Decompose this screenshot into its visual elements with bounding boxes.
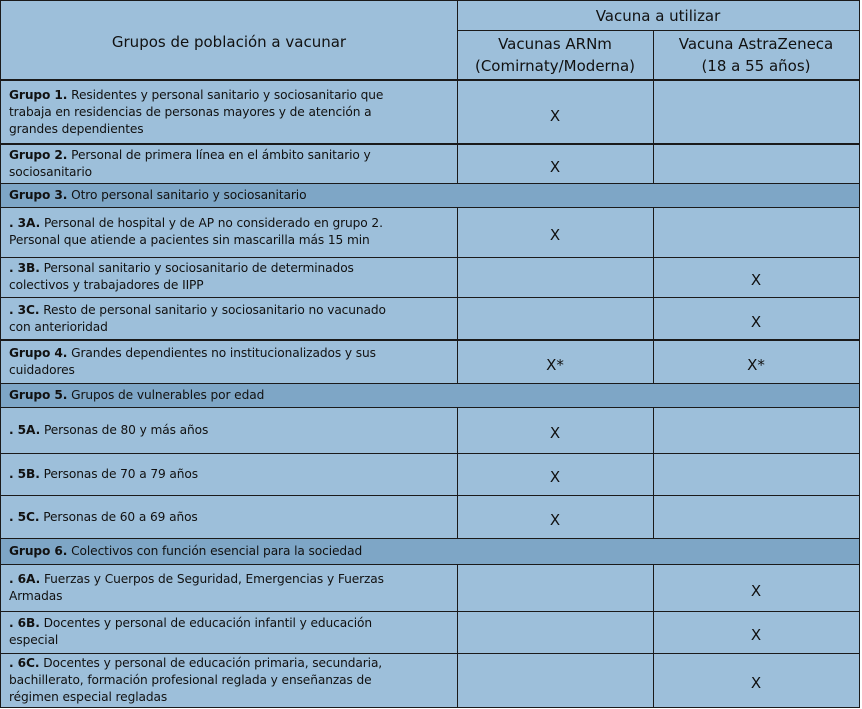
description-text: Grandes dependientes no institucionalizados y sus — [71, 346, 376, 360]
description-line — [9, 345, 455, 362]
description-text: grandes dependientes — [9, 122, 144, 136]
vaccine-to-use-heading: Vacuna a utilizar — [595, 7, 721, 25]
group-code: . 6C. — [9, 656, 40, 670]
description-line — [9, 571, 455, 588]
description-line — [9, 215, 455, 232]
description-text: Resto de personal sanitario y sociosanitario no vacunado — [43, 302, 386, 317]
description-line — [9, 147, 455, 164]
group-code: Grupo 6. — [9, 544, 68, 558]
description-text: Otro personal sanitario y sociosanitario — [71, 188, 307, 202]
astrazeneca-mark: X — [750, 312, 762, 331]
arnm-mark: X — [549, 424, 561, 442]
astrazeneca-mark: X — [750, 626, 762, 644]
group-code: Grupo 2. — [9, 148, 68, 162]
description-line — [9, 672, 455, 689]
row-divider — [1, 453, 859, 454]
description-line — [9, 187, 455, 204]
astrazeneca-mark: X* — [747, 356, 765, 374]
description-line — [9, 302, 455, 319]
group-description — [9, 215, 455, 249]
row-divider — [1, 207, 859, 208]
row-divider — [1, 495, 859, 496]
description-text: Grupos de vulnerables por edad — [71, 388, 265, 402]
row-divider — [1, 143, 859, 145]
row-divider — [1, 257, 859, 258]
description-text: trabaja en residencias de personas mayores y de atención a — [9, 105, 372, 119]
header-bottom-border — [1, 79, 859, 81]
arnm-mark: X — [549, 468, 561, 486]
group-description — [9, 345, 455, 379]
group-code: Grupo 3. — [9, 188, 68, 202]
group-description — [9, 187, 455, 204]
description-text: sociosanitario — [9, 165, 92, 179]
arnm-mark: X — [549, 226, 561, 244]
group-description — [9, 615, 455, 649]
row-divider — [1, 653, 859, 654]
description-line — [9, 277, 455, 294]
arnm-vaccine-brands: (Comirnaty/Moderna) — [474, 57, 636, 75]
row-divider — [1, 339, 859, 341]
description-text: Personal de hospital y de AP no considerado en grupo 2. — [43, 216, 383, 230]
description-text: Personas de 60 a 69 años — [43, 509, 198, 524]
group-description — [9, 87, 455, 138]
description-line — [9, 87, 455, 104]
group-description — [9, 466, 455, 483]
description-line — [9, 543, 455, 560]
group-code: . 5B. — [9, 466, 40, 481]
description-text: Personal que atiende a pacientes sin mascarilla más 15 min — [9, 233, 370, 247]
header-subline — [457, 30, 859, 31]
row-divider — [1, 564, 859, 565]
group-code: . 3C. — [9, 302, 40, 317]
astrazeneca-vaccine-heading — [653, 33, 859, 77]
description-line — [9, 260, 455, 277]
group-description — [9, 260, 455, 294]
description-line — [9, 387, 455, 404]
group-description — [9, 302, 455, 336]
description-line — [9, 615, 455, 632]
astrazeneca-vaccine-name: Vacuna AstraZeneca — [678, 35, 834, 53]
group-code: . 6B. — [9, 616, 40, 630]
arnm-mark: X — [549, 158, 561, 176]
arnm-mark: X — [549, 106, 561, 125]
description-text: con anterioridad — [9, 319, 108, 334]
arnm-vaccine-heading — [457, 33, 653, 77]
group-description — [9, 422, 455, 439]
group-code: . 6A. — [9, 571, 41, 586]
description-line — [9, 655, 455, 672]
description-text: Colectivos con función esencial para la sociedad — [71, 544, 363, 558]
description-line — [9, 632, 455, 649]
description-text: régimen especial regladas — [9, 690, 168, 704]
description-text: colectivos y trabajadores de IIPP — [9, 278, 204, 292]
description-text: Fuerzas y Cuerpos de Seguridad, Emergencias y Fuerzas — [43, 571, 384, 586]
description-text: Residentes y personal sanitario y sociosanitario que — [71, 88, 384, 102]
group-description — [9, 543, 455, 560]
description-line — [9, 362, 455, 379]
row-divider — [1, 297, 859, 298]
description-line — [9, 164, 455, 181]
description-line — [9, 689, 455, 706]
group-code: Grupo 4. — [9, 346, 68, 360]
description-line — [9, 104, 455, 121]
group-description — [9, 147, 455, 181]
arnm-vaccine-name: Vacunas ARNm — [498, 35, 612, 53]
description-text: Personas de 80 y más años — [43, 422, 209, 437]
row-divider — [1, 611, 859, 612]
description-text: Docentes y personal de educación infantil y educación — [43, 616, 372, 630]
description-text: cuidadores — [9, 363, 75, 377]
group-description — [9, 571, 455, 605]
description-text: especial — [9, 633, 59, 647]
description-text: Personal sanitario y sociosanitario de determinados — [43, 261, 354, 275]
group-code: . 3A. — [9, 216, 41, 230]
arnm-mark: X* — [546, 356, 564, 374]
description-text: bachillerato, formación profesional reglada y enseñanzas de — [9, 673, 372, 687]
description-text: Personas de 70 a 79 años — [43, 466, 199, 481]
group-code: Grupo 5. — [9, 388, 68, 402]
description-line — [9, 319, 455, 336]
description-line — [9, 466, 455, 483]
description-text: Personal de primera línea en el ámbito sanitario y — [71, 148, 371, 162]
description-line — [9, 232, 455, 249]
arnm-mark: X — [549, 511, 561, 529]
description-text: Docentes y personal de educación primaria, secundaria, — [43, 656, 383, 670]
astrazeneca-mark: X — [750, 674, 762, 692]
description-line — [9, 509, 455, 526]
group-code: Grupo 1. — [9, 88, 68, 102]
description-text: Armadas — [9, 588, 63, 603]
group-description — [9, 387, 455, 404]
row-divider — [1, 407, 859, 408]
description-line — [9, 422, 455, 439]
astrazeneca-mark: X — [750, 271, 762, 289]
description-line — [9, 588, 455, 605]
group-code: . 5A. — [9, 422, 41, 437]
astrazeneca-age-range: (18 a 55 años) — [701, 57, 811, 75]
group-code: . 3B. — [9, 261, 40, 275]
group-description — [9, 509, 455, 526]
group-code: . 5C. — [9, 509, 40, 524]
population-groups-heading: Grupos de población a vacunar — [111, 33, 347, 51]
description-line — [9, 121, 455, 138]
astrazeneca-mark: X — [750, 581, 762, 600]
group-description — [9, 655, 455, 706]
